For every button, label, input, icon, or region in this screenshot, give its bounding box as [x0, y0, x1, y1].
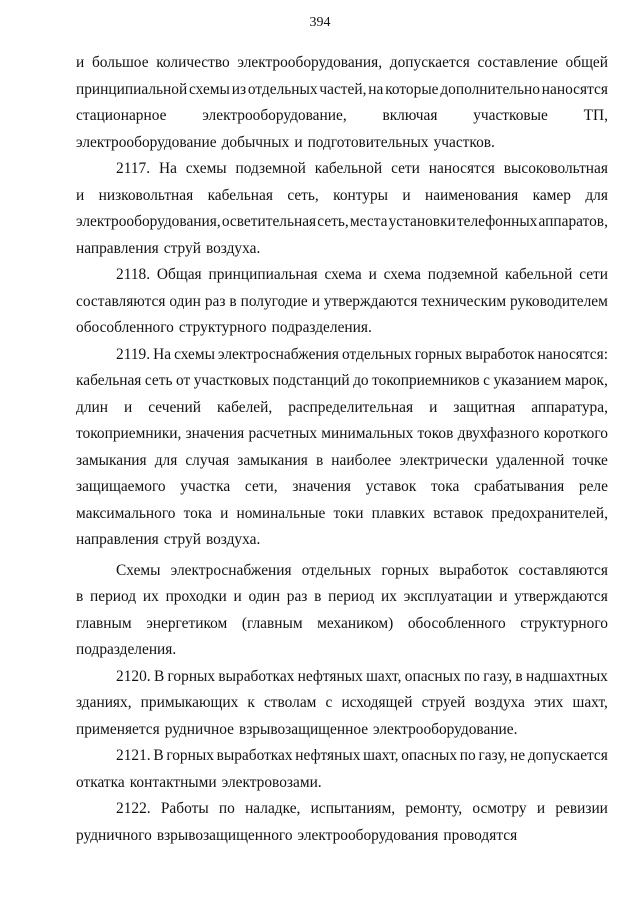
paragraph-p2122 [76, 796, 608, 849]
paragraph-p2119 [76, 342, 608, 554]
text-line: 2120. В горных выработках нефтяных шахт, опасных по газу, в надшахтных [116, 667, 608, 685]
text-line: токоприемники, значения расчетных минимальных токов двухфазного короткого [76, 425, 608, 442]
text-line: Схемы электроснабжения отдельных горных выработок составляются [116, 561, 608, 579]
text-line: подразделения. [76, 641, 177, 658]
paragraph-p2118 [76, 262, 608, 342]
text-line: и большое количество электрооборудования, допускается составление общей [76, 54, 608, 71]
paragraph-p2117 [76, 156, 608, 262]
text-line: направления струй воздуха. [76, 239, 261, 257]
text-line: зданиях, примыкающих к стволам с исходящей струей воздуха этих шахт, [76, 694, 608, 711]
text-line: защищаемого участка сети, значения уставок тока срабатывания реле [76, 478, 608, 495]
text-line: 2119. На схемы электроснабжения отдельных горных выработок наносятся: [116, 345, 608, 363]
text-line: рудничного взрывозащищенного электрооборудования проводятся [76, 826, 518, 844]
text-line: электрооборудование добычных и подготовительных участков. [76, 133, 495, 151]
paragraph-p0 [76, 50, 608, 156]
text-line: направления струй воздуха. [76, 531, 261, 548]
text-line: кабельная сеть от участковых подстанций до токоприемников с указанием марок, [76, 372, 608, 389]
paragraph-p2121 [76, 743, 608, 796]
text-line: электрооборудования, осветительная сеть, места установки телефонных аппаратов, [76, 213, 608, 230]
text-line: и низковольтная кабельная сеть, контуры и наименования камер для [76, 186, 608, 204]
text-line: принципиальной схемы из отдельных частей, на которые дополнительно наносятся [76, 80, 608, 98]
text-line: 2121. В горных выработках нефтяных шахт, опасных по газу, не допускается [116, 747, 608, 764]
text-line: стационарное электрооборудование, включая участковые ТП, [76, 107, 608, 124]
text-line: длин и сечений кабелей, распределительная и защитная аппаратура, [76, 398, 608, 416]
text-line: откатка контактными электровозами. [76, 773, 322, 791]
text-line: обособленного структурного подразделения. [76, 319, 372, 336]
text-line: 2118. Общая принципиальная схема и схема подземной кабельной сети [116, 266, 608, 283]
text-line: главным энергетиком (главным механиком) обособленного структурного [76, 614, 608, 632]
paragraph-p2119b [76, 558, 608, 664]
text-line: максимального тока и номинальные токи плавких вставок предохранителей, [76, 504, 608, 522]
document-body [76, 50, 608, 849]
text-line: 2117. На схемы подземной кабельной сети наносятся высоковольтная [116, 160, 608, 177]
text-line: применяется рудничное взрывозащищенное электрооборудование. [76, 720, 518, 738]
text-line: составляются один раз в полугодие и утверждаются техническим руководителем [76, 292, 608, 310]
text-line: 2122. Работы по наладке, испытаниям, ремонту, осмотру и ревизии [116, 800, 608, 817]
paragraph-p2120 [76, 664, 608, 744]
text-line: в период их проходки и один раз в период их эксплуатации и утверждаются [76, 588, 608, 605]
text-line: замыкания для случая замыкания в наиболее электрически удаленной точке [76, 451, 608, 469]
page-number: 394 [309, 15, 331, 30]
